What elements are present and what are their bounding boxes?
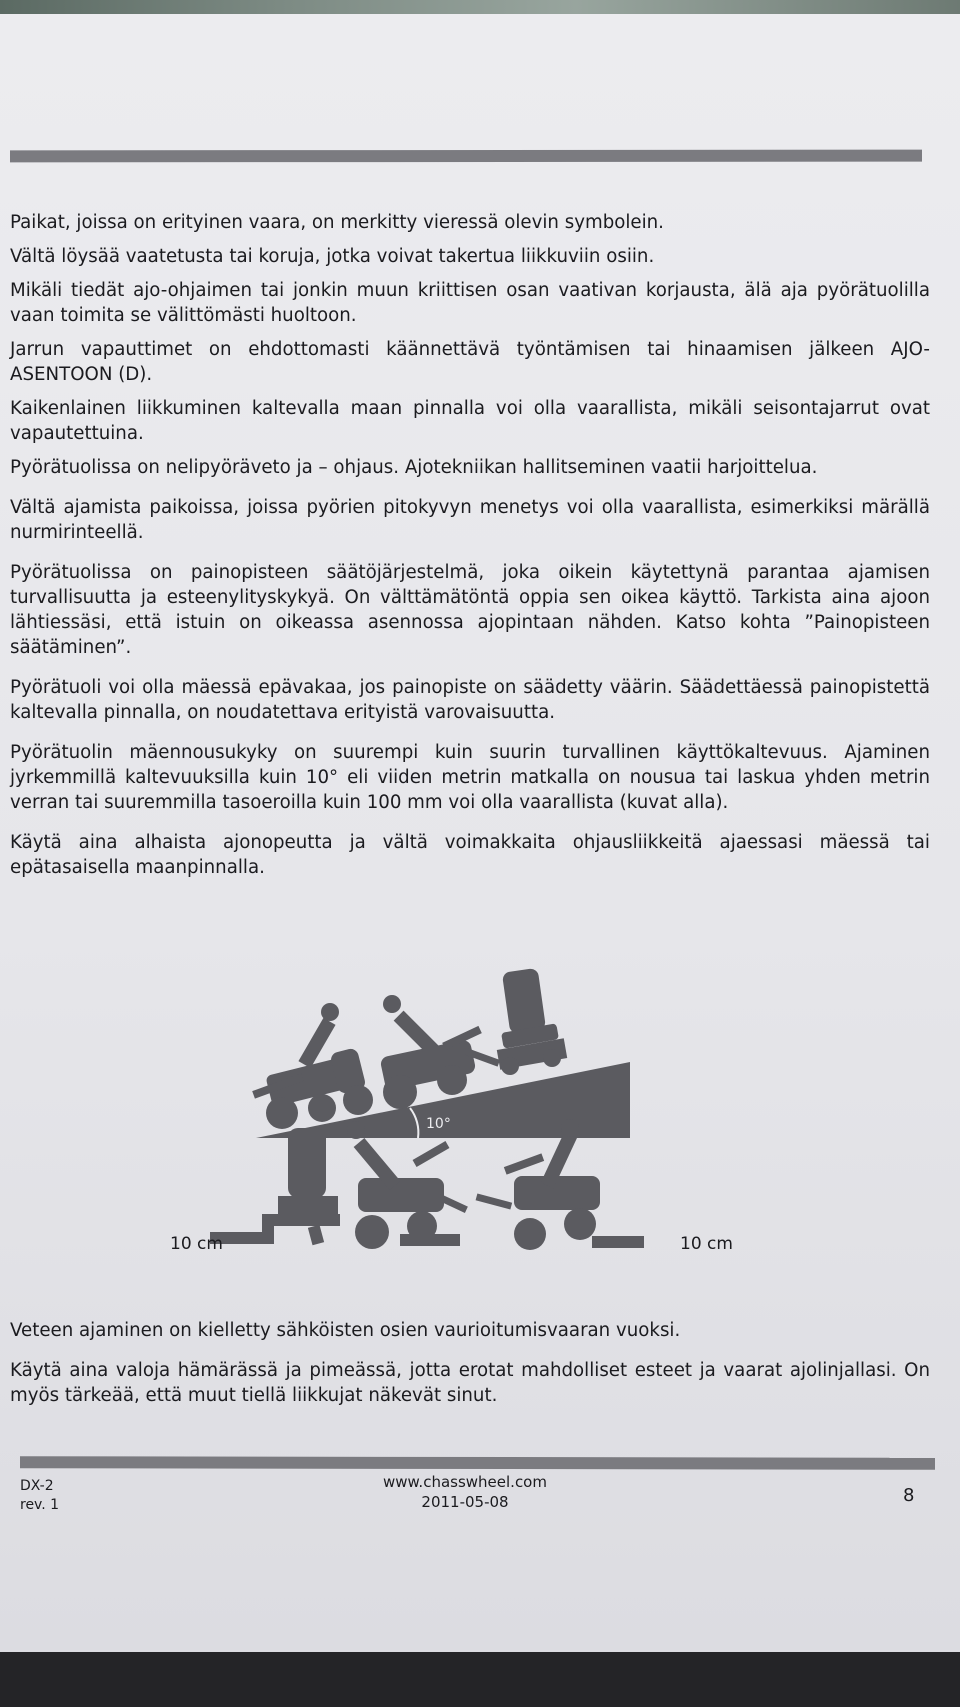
footer-rule <box>20 1456 935 1470</box>
tipping-chair-middle <box>379 995 500 1109</box>
paragraph-water: Veteen ajaminen on kielletty sähköisten osien vaurioitumisvaaran vuoksi. <box>10 1320 681 1341</box>
page-number: 8 <box>903 1485 915 1506</box>
paragraph-loose-clothing: Vältä löysää vaatetusta tai koruja, jotka voivat takertua liikkuviin osiin. <box>10 246 655 267</box>
slope-angle-label: 10° <box>426 1116 451 1132</box>
empty-chair-upper <box>497 968 567 1075</box>
tipping-chair-lower-right <box>476 1119 644 1250</box>
paragraph-center-of-gravity: Pyörätuolissa on painopisteen säätöjärjestelmä, joka oikein käytettynä parantaa ajamisen turvallisuutta ja esteenylityskykyä. On välttämätöntä oppia sen oikea käyttö. Tarkista aina ajoon lähtiessäsi, että istuin on oikeassa asennossa ajopintaan nähden. Katso kohta ”Painopisteen säätäminen”. <box>10 562 930 658</box>
paragraph-four-wheel-drive: Pyörätuolissa on nelipyöräveto ja – ohjaus. Ajotekniikan hallitseminen vaatii harjoittelua. <box>10 457 818 478</box>
paragraph-low-speed: Käytä aina alhaista ajonopeutta ja vältä voimakkaita ohjausliikkeitä ajaessasi mäessä tai epätasaisella maanpinnalla. <box>10 832 930 878</box>
step-height-label-right: 10 cm <box>680 1234 733 1254</box>
paragraph-hazard-symbols: Paikat, joissa on erityinen vaara, on merkitty vieressä olevin symbolein. <box>10 212 664 233</box>
revision: rev. 1 <box>20 1497 60 1513</box>
paragraph-repair: Mikäli tiedät ajo-ohjaimen tai jonkin muun kriittisen osan vaativan korjausta, älä aja pyörätuolilla vaan toimita se välittömästi huoltoon. <box>10 280 930 326</box>
empty-chair-lower <box>210 1128 340 1245</box>
paragraph-brake-release: Jarrun vapauttimet on ehdottomasti käännettävä työntämisen tai hinaamisen jälkeen AJO-ASENTOON (D). <box>10 339 930 385</box>
tipping-hazard-figure <box>160 950 740 1310</box>
footer-publisher <box>360 1472 570 1512</box>
website-url: www.chasswheel.com <box>383 1473 547 1491</box>
paragraph-slope-brakes: Kaikenlainen liikkuminen kaltevalla maan pinnalla voi olla vaarallista, mikäli seisontajarrut ovat vapautettuina. <box>10 398 930 444</box>
paragraph-lights: Käytä aina valoja hämärässä ja pimeässä, jotta erotat mahdolliset esteet ja vaarat ajolinjallasi. On myös tärkeää, että muut tiellä liikkujat näkevät sinut. <box>10 1360 930 1406</box>
step-height-label-left: 10 cm <box>170 1234 223 1254</box>
tipping-chair-lower-middle <box>347 1121 468 1249</box>
tipping-chair-left <box>252 1003 373 1129</box>
header-rule <box>10 150 922 163</box>
paragraph-hill-stability: Pyörätuoli voi olla mäessä epävakaa, jos painopiste on säädetty väärin. Säädettäessä painopistettä kaltevalla pinnalla, on noudatettava erityistä varovaisuutta. <box>10 677 930 723</box>
paragraph-climbing-ability: Pyörätuolin mäennousukyky on suurempi kuin suurin turvallinen käyttökaltevuus. Ajaminen jyrkemmillä kaltevuuksilla kuin 10° eli viiden metrin matkalla on nousua tai laskua yhden metrin verran tai suuremmilla tasoeroilla kuin 100 mm voi olla vaarallista (kuvat alla). <box>10 742 930 813</box>
safety-text-bottom <box>10 1318 930 1417</box>
desk-surface <box>0 1652 960 1707</box>
background-photo-edge <box>0 0 960 14</box>
publish-date: 2011-05-08 <box>421 1493 509 1511</box>
safety-text <box>10 210 930 889</box>
footer-model-info <box>20 1477 59 1515</box>
paragraph-traction: Vältä ajamista paikoissa, joissa pyörien pitokyvyn menetys voi olla vaarallista, esimerkiksi märällä nurmirinteellä. <box>10 497 930 543</box>
model-code: DX-2 <box>20 1478 54 1494</box>
tipping-illustration <box>160 950 740 1310</box>
